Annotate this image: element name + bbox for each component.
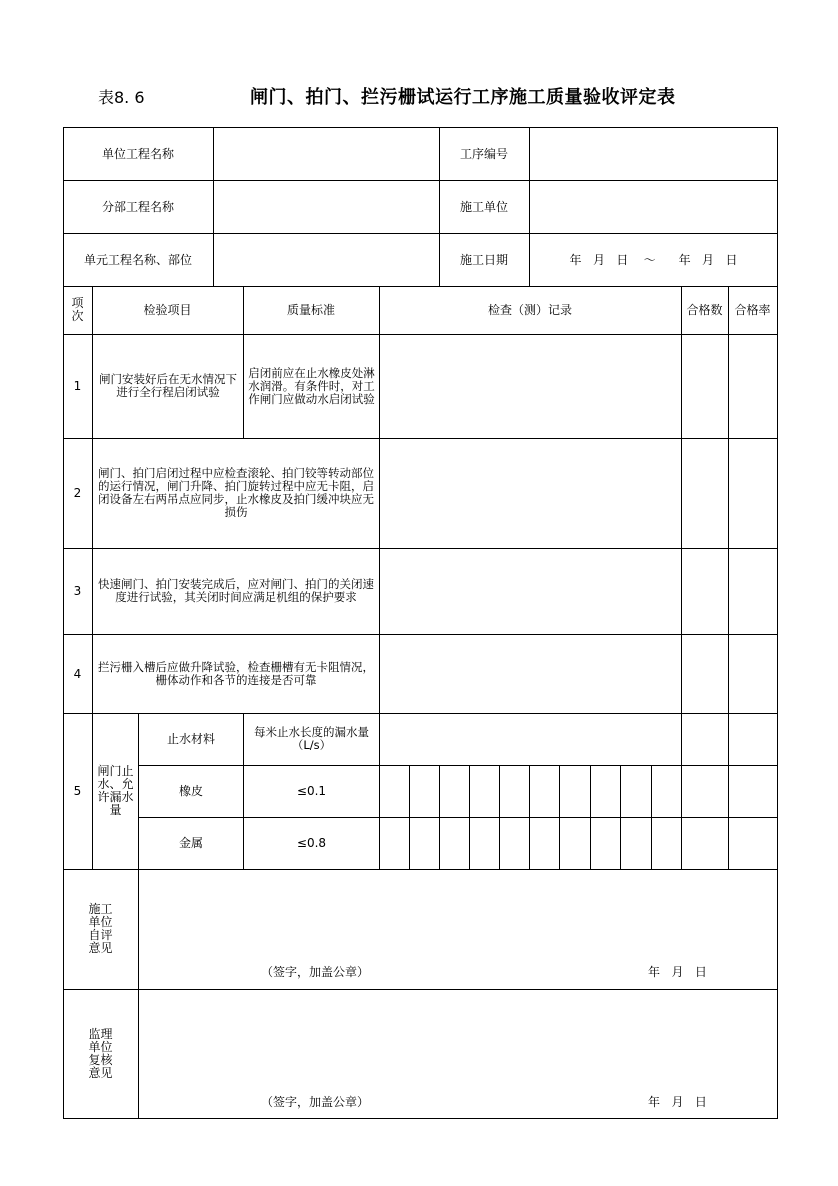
contractor-opinion-label: 施工 单位 自评 意见 [88,902,113,955]
construction-date-field[interactable]: 年 月 日 ～ 年 月 日 [569,252,738,267]
table-number: 表8. 6 [98,88,145,107]
unit-project-field[interactable] [214,127,439,180]
col-quality-standard: 质量标准 [286,303,335,317]
metal-label: 金属 [178,836,203,850]
col-inspection-item: 检验项目 [143,303,192,317]
division-project-field[interactable] [214,180,439,233]
grid-line [559,765,560,870]
grid-line [439,765,440,870]
col-qualified-rate: 合格率 [734,303,771,317]
element-project-label: 单元工程名称、部位 [83,252,192,267]
water-stop-material-label: 止水材料 [166,732,215,746]
row-2-no: 2 [73,486,82,500]
grid-line [681,286,682,870]
row-1-record[interactable] [380,334,681,438]
leakage-standard-label: 每米止水长度的漏水量（L/s） [254,725,369,752]
grid-line [469,765,470,870]
grid-line [651,765,652,870]
rubber-label: 橡皮 [178,784,203,798]
row-4-item: 拦污栅入槽后应做升降试验，检查栅槽有无卡阻情况，栅体动作和各节的连接是否可靠 [98,659,374,687]
grid-line [590,765,591,870]
supervisor-sign-note: （签字，加盖公章） [260,1095,369,1109]
col-item-no: 项 次 [71,296,84,323]
process-no-label: 工序编号 [459,146,508,161]
contractor-opinion-field[interactable] [139,870,777,960]
contractor-field[interactable] [530,180,777,233]
row-3-no: 3 [73,584,82,598]
row-4-no: 4 [73,666,82,681]
supervisor-opinion-field[interactable] [139,990,777,1088]
grid-line [620,765,621,870]
grid-line [529,765,530,870]
element-project-field[interactable] [214,233,439,286]
row-5-no: 5 [73,784,82,798]
contractor-sign-note: （签字，加盖公章） [260,965,369,979]
form-title: 闸门、拍门、拦污栅试运行工序施工质量验收评定表 [250,87,676,108]
row-1-standard: 启闭前应在止水橡皮处淋水润滑。有条件时，对工作闸门应做动水启闭试验 [248,365,375,406]
division-project-label: 分部工程名称 [101,199,174,214]
row-5-header-record[interactable] [380,713,681,765]
contractor-label: 施工单位 [459,199,508,214]
contractor-sign-date: 年 月 日 [648,965,707,979]
row-3-record[interactable] [380,548,681,634]
row-2-item: 闸门、拍门启闭过程中应检查滚轮、拍门铰等转动部位的运行情况，闸门升降、拍门旋转过程中应无卡阻，启闭设备左右两吊点应同步，止水橡皮及拍门缓冲块应无损伤 [98,466,374,519]
date-label: 施工日期 [459,252,508,267]
col-record: 检查（测）记录 [487,303,572,317]
grid-line [777,127,778,1119]
unit-project-label: 单位工程名称 [101,146,174,161]
col-qualified-count: 合格数 [686,303,723,317]
grid-line [728,286,729,870]
row-5-group: 闸门止水、允许漏水量 [97,764,134,817]
row-3-item: 快速闸门、拍门安装完成后，应对闸门、拍门的关闭速度进行试验，其关闭时间应满足机组的保护要求 [98,577,374,604]
grid-line [499,765,500,870]
process-no-field[interactable] [530,127,777,180]
supervisor-sign-date: 年 月 日 [648,1095,707,1109]
grid-line [409,765,410,870]
row-1-item: 闸门安装好后在无水情况下进行全行程启闭试验 [99,372,237,399]
supervisor-opinion-label: 监理 单位 复核 意见 [88,1026,113,1080]
metal-standard: ≤0.8 [296,836,327,850]
grid-line [63,1118,778,1119]
row-1-no: 1 [73,379,82,393]
rubber-standard: ≤0.1 [296,784,327,798]
row-2-record[interactable] [380,438,681,548]
row-4-record[interactable] [380,634,681,713]
